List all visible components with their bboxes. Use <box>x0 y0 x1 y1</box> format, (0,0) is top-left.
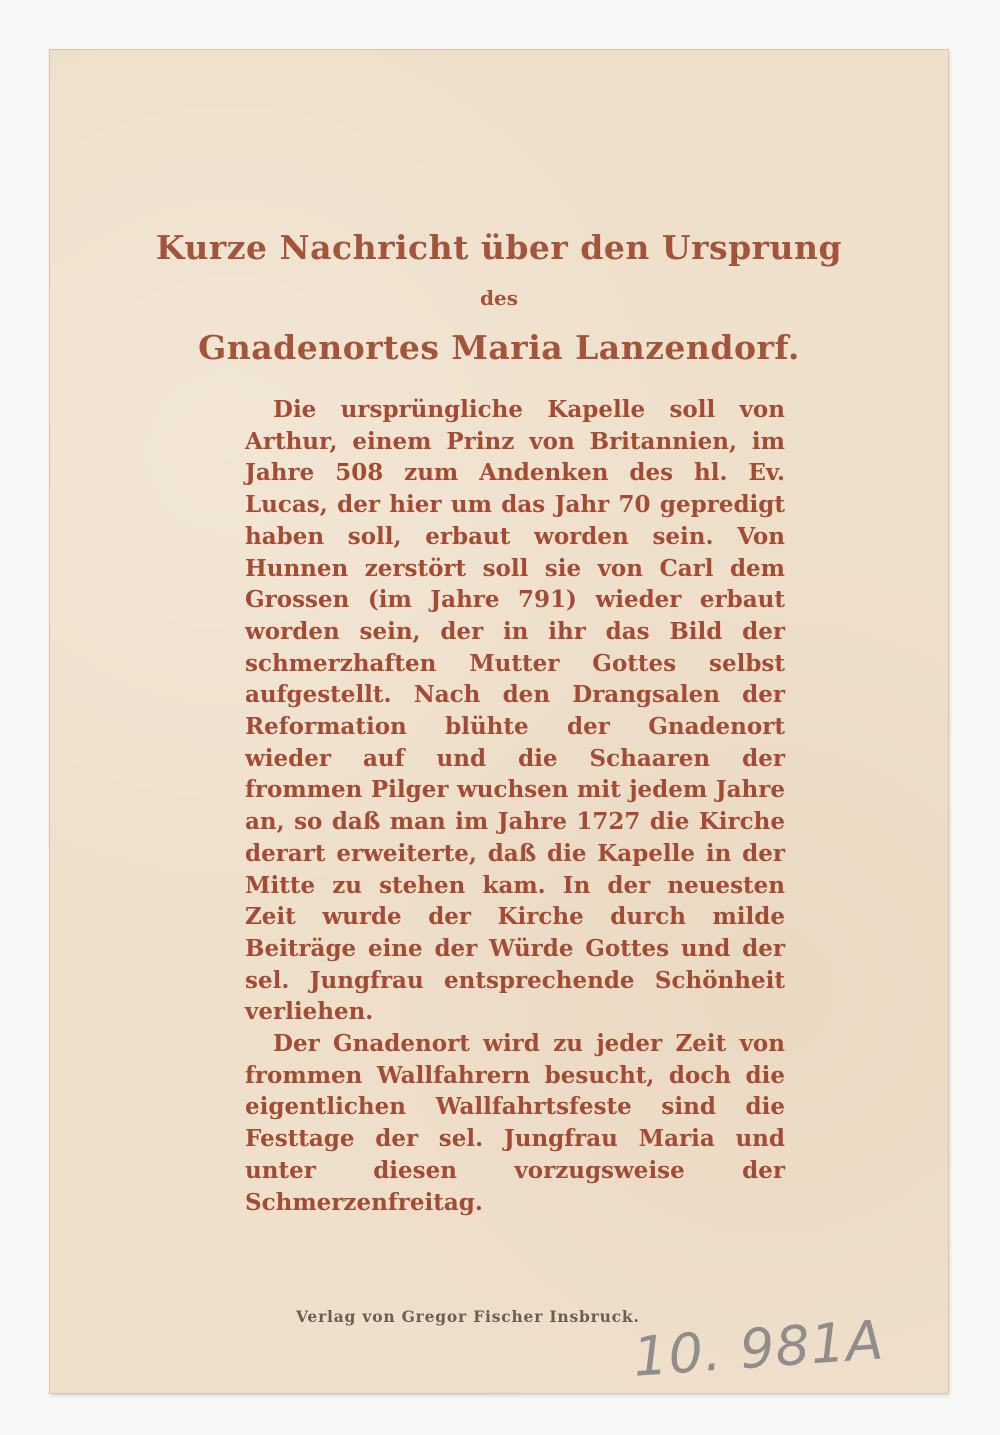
title-line-3: Gnadenortes Maria Lanzendorf. <box>198 328 800 367</box>
history-paragraph-2: Der Gnadenort wird zu jeder Zeit von frommen Wallfahrern besucht, doch die eigentlichen Wallfahrtsfeste sind die Festtage der sel. Jungfrau Maria und unter diesen vorzugsweise der Schmerzenfreitag. <box>245 1030 785 1216</box>
title-line-1: Kurze Nachricht über den Ursprung <box>155 228 843 267</box>
history-paragraph-1: Die ursprüngliche Kapelle soll von Arthur, einem Prinz von Britannien, im Jahre 508 zum Andenken des hl. Ev. Lucas, der hier um das Jahr 70 gepredigt haben soll, erbaut worden sein. Von Hunnen zerstört soll sie von Carl dem Grossen (im Jahre 791) wieder erbaut worden sein, der in ihr das Bild der schmerzhaften Mutter Gottes selbst aufgestellt. Nach den Drangsalen der Reformation blühte der Gnadenort wieder auf und die Schaaren der frommen Pilger wuchsen mit jedem Jahre an, so daß man im Jahre 1727 die Kirche derart erweiterte, daß die Kapelle in der Mitte zu stehen kam. In der neuesten Zeit wurde der Kirche durch milde Beiträge eine der Würde Gottes und der sel. Jungfrau entsprechende Schönheit verliehen. <box>245 396 785 1026</box>
title-line-2: des <box>480 286 518 310</box>
history-text <box>245 394 785 1218</box>
pencil-inventory-number: 10. 981A <box>631 1308 886 1389</box>
devotional-card-back <box>50 50 948 1393</box>
publisher-imprint: Verlag von Gregor Fischer Insbruck. <box>296 1307 640 1326</box>
